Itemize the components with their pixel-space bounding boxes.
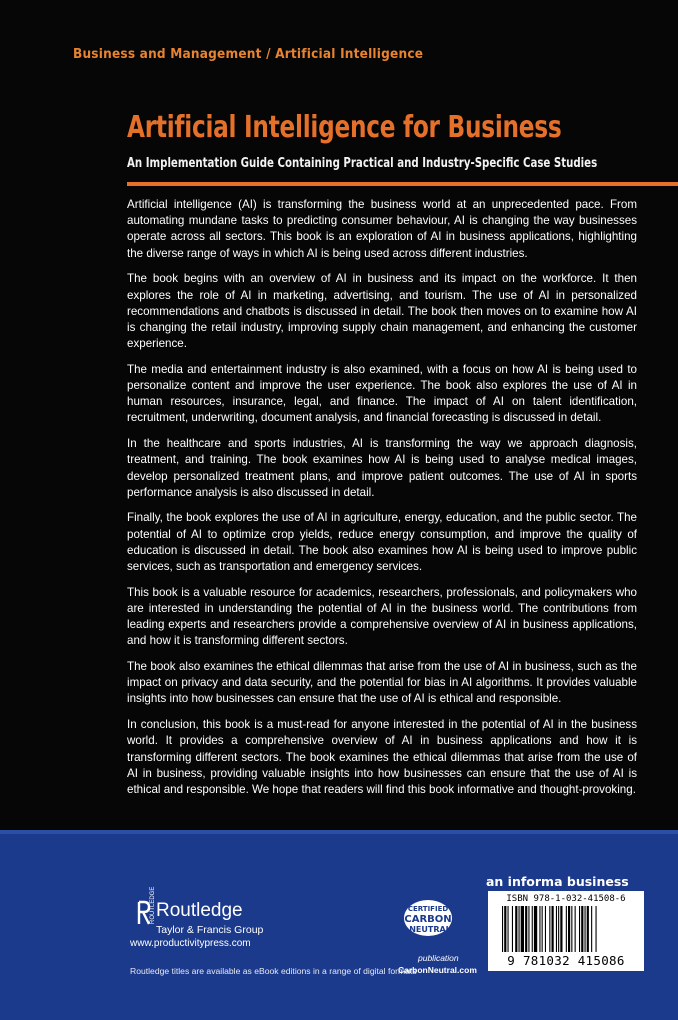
publisher-url: www.productivitypress.com (130, 938, 251, 949)
publisher-name: Routledge (156, 900, 243, 921)
footer-band (0, 830, 678, 834)
svg-text:NEUTRAL: NEUTRAL (409, 925, 451, 934)
barcode-bar (539, 906, 540, 952)
barcode-bar (587, 906, 589, 952)
barcode-bar (532, 906, 533, 952)
barcode-bar (521, 906, 524, 952)
barcode-bar (558, 906, 559, 952)
barcode-bar (556, 906, 557, 952)
category-line: Business and Management / Artificial Intelligence (73, 46, 424, 62)
barcode-bar (549, 906, 550, 952)
barcode-bar (508, 906, 509, 952)
barcode-bar (512, 906, 513, 952)
title-rule (127, 182, 678, 186)
barcode-bar (585, 906, 586, 952)
barcode-bar (525, 906, 527, 952)
barcode-bar (571, 906, 572, 952)
paragraph: Artificial intelligence (AI) is transforming the business world at an unprecedented pace. From automating mundane tasks to predicting consumer behaviour, AI is changing the way businesses operate across all sectors. This book is an exploration of AI in business applications, highlighting the diverse range of ways in which AI is being used across different industries. (127, 198, 637, 260)
paragraph: The media and entertainment industry is also examined, with a focus on how AI is being used to personalize content and improve the user experience. The book also explores the use of AI in human resources, insurance, legal, and finance. The impact of AI on talent identification, recruitment, underwriting, document analysis, and financial forecasting is discussed in detail. (127, 362, 637, 425)
barcode-bar (575, 906, 576, 952)
paragraph: This book is a valuable resource for academics, researchers, professionals, and policymakers who are interested in understanding the potential of AI in the business world. The contributions from leading experts and researchers provide a comprehensive overview of AI in business applications, and how it is transforming different sectors. (127, 585, 637, 648)
paragraph: The book also examines the ethical dilemmas that arise from the use of AI in business, such as the impact on privacy and data security, and the potential for bias in AI algorithms. It provides valuable insights into how businesses can ensure that the use of AI is ethical and responsible. (127, 660, 637, 706)
svg-text:ROUTLEDGE: ROUTLEDGE (150, 886, 156, 924)
svg-text:CERTIFIED: CERTIFIED (407, 905, 449, 913)
isbn-label: ISBN 978-1-032-41508-6 (506, 894, 626, 904)
barcode-bar (542, 906, 543, 952)
barcode-digits: 9 781032 415086 (507, 953, 625, 968)
barcode-bar (560, 906, 562, 952)
barcode-bar (515, 906, 517, 952)
barcode-icon (494, 906, 638, 952)
publisher-group: Taylor & Francis Group (156, 924, 264, 936)
description-body (127, 197, 637, 808)
informa-tagline: an informa business (486, 874, 629, 889)
ebook-note: Routledge titles are available as eBook editions in a range of digital formats (130, 966, 417, 976)
barcode-bar (568, 906, 570, 952)
barcode-bar (502, 906, 503, 952)
carbon-publication-label: publication (418, 953, 459, 963)
book-title: Artificial Intelligence for Business (127, 110, 562, 145)
paragraph: In conclusion, this book is a must-read for anyone interested in the potential of AI in the business world. It provides a comprehensive overview of AI in business applications and how it is transforming different sectors. The book examines the ethical dilemmas that arise from the use of AI in business, providing valuable insights into how businesses can ensure that the use of AI is ethical and responsible. We hope that readers will find this book informative and thought-provoking. (127, 718, 637, 796)
barcode-bar (519, 906, 520, 952)
barcode-bar (579, 906, 580, 952)
barcode-bar (504, 906, 506, 952)
book-subtitle: An Implementation Guide Containing Practical and Industry-Specific Case Studies (127, 155, 598, 171)
carbon-site-label: CarbonNeutral.com (398, 965, 477, 975)
barcode-bar (566, 906, 567, 952)
svg-text:CARBON: CARBON (404, 914, 452, 925)
routledge-logo-icon (130, 886, 156, 936)
barcode-box (488, 891, 644, 971)
barcode-bar (591, 906, 592, 952)
paragraph: The book begins with an overview of AI in business and its impact on the workforce. It then explores the role of AI in marketing, advertising, and tourism. The use of AI in personalized recommendations and chatbots is discussed in detail. The book then moves on to examine how AI is changing the retail industry, improving supply chain management, and enhancing the customer experience. (127, 272, 637, 351)
barcode-bar (596, 906, 597, 952)
paragraph: Finally, the book explores the use of AI in agriculture, energy, education, and the public sector. The potential of AI to optimize crop yields, reduce energy consumption, and improve the quality of education is discussed in detail. The book also examines how AI is being used to improve public services, such as transportation and emergency services. (127, 511, 637, 574)
barcode-bar (534, 906, 537, 952)
barcode-bar (545, 906, 546, 952)
barcode-bar (581, 906, 583, 952)
barcode-bar (552, 906, 554, 952)
barcode-bar (528, 906, 529, 952)
paragraph: In the healthcare and sports industries, AI is transforming the way we approach diagnosis, treatment, and training. The book examines how AI is being used to analyse medical images, develop personalized treatment plans, and improve patient outcomes. The use of AI in sports performance analysis is also discussed in detail. (127, 437, 637, 499)
